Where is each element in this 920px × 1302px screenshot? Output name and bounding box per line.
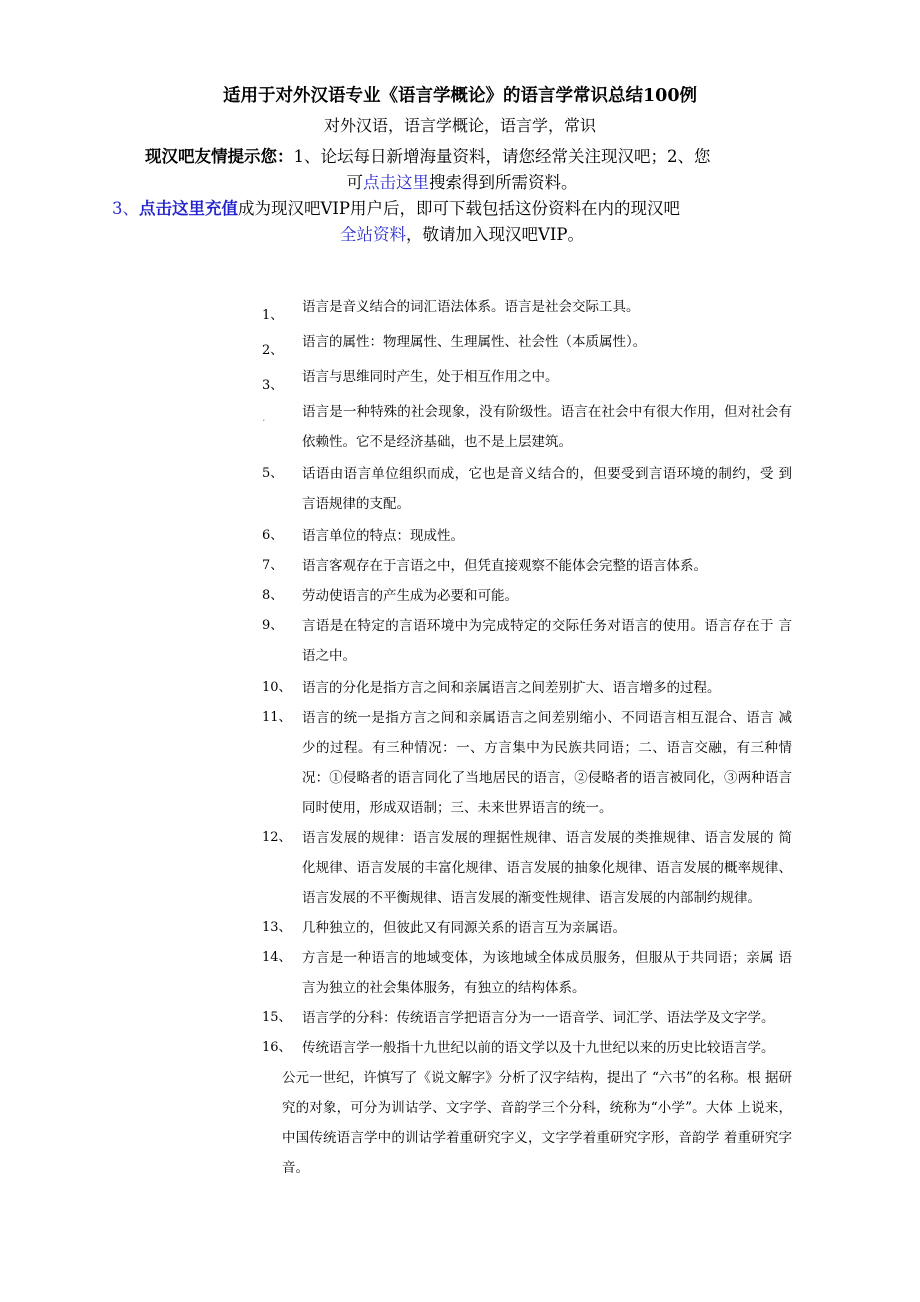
list-item-marker: 14、: [262, 950, 292, 965]
list-item-text: 传统语言学一般指十九世纪以前的语文学以及十九世纪以来的历史比较语言学。: [302, 1040, 775, 1056]
list-item-text: 语言的属性：物理属性、生理属性、社会性（本质属性）。: [302, 334, 647, 350]
list-item-text: 言语是在特定的言语环境中为完成特定的交际任务对语言的使用。语言存在于 言语之中。: [302, 618, 792, 664]
list-item-text: 语言发展的规律：语言发展的理据性规律、语言发展的类推规律、语言发展的 简化规律、语言发展的丰富化规律、语言发展的抽象化规律、语言发展的概率规律、 语言发展的不平衡规律、语言发展的渐变性规律、语言发展的内部制约规律。: [302, 830, 792, 906]
document-header: [0, 0, 920, 248]
all-site-resources-link[interactable]: 全站资料: [339, 225, 406, 244]
list-item: [262, 1033, 792, 1063]
trailing-paragraph: 公元一世纪，许慎写了《说文解字》分析了汉字结构，提出了 “六书”的名称。根 据研究的对象，可分为训诂学、文字学、音韵学三个分科，统称为“小学”。大体 上说来，中国传统语言学中的训诂学着重研究字义，文字学着重研究字形，音韵学 着重研究字音。: [282, 1070, 792, 1176]
list-item-text: 劳动使语言的产生成为必要和可能。: [302, 588, 518, 604]
list-item-marker: 15、: [262, 1010, 292, 1025]
page-title: 适用于对外汉语专业《语言学概论》的语言学常识总结100例: [222, 86, 698, 106]
list-item-marker: 2、: [262, 343, 284, 358]
notice-line-3: [112, 196, 812, 222]
list-item: [262, 292, 792, 322]
notice-line-1-text: 1、论坛每日新增海量资料，请您经常关注现汉吧；2、您: [293, 147, 711, 166]
list-item-text: 语言单位的特点：现成性。: [302, 528, 464, 544]
list-item-marker: 10、: [262, 680, 292, 695]
list-item: [262, 459, 792, 519]
list-item: [262, 551, 792, 581]
list-item-marker: .: [262, 411, 266, 424]
list-item-marker: 3、: [262, 378, 284, 393]
notice-block: [112, 138, 812, 248]
list-item: [262, 521, 792, 551]
list-item-text: 语言是一种特殊的社会现象，没有阶级性。语言在社会中有很大作用，但对社会有依赖性。它不是经济基础，也不是上层建筑。: [302, 404, 792, 450]
list-item-marker: 7、: [262, 558, 284, 573]
notice-line-3-text: 成为现汉吧VIP用户后，即可下载包括这份资料在内的现汉吧: [238, 199, 681, 218]
list-item: [262, 611, 792, 671]
list-item: [262, 1003, 792, 1033]
list-item: [262, 362, 792, 392]
list-item-marker: 13、: [262, 920, 292, 935]
notice-line-2: [112, 170, 812, 196]
list-item-marker: 11、: [262, 710, 292, 725]
notice-line-2-suffix: 搜索得到所需资料。: [429, 173, 578, 192]
list-item: [262, 397, 792, 457]
list-item: [262, 581, 792, 611]
list-item-text: 几种独立的，但彼此又有同源关系的语言互为亲属语。: [302, 920, 626, 936]
list-item: [262, 943, 792, 1003]
list-item: [262, 823, 792, 913]
list-item-text: 语言学的分科：传统语言学把语言分为一一语音学、词汇学、语法学及文字学。: [302, 1010, 775, 1026]
list-item-text: 语言客观存在于言语之中，但凭直接观察不能体会完整的语言体系。: [302, 558, 707, 574]
notice-line-1: [112, 144, 812, 170]
list-item-text: 语言与思维同时产生，处于相互作用之中。: [302, 369, 559, 385]
list-item-text: 语言是音义结合的词汇语法体系。语言是社会交际工具。: [302, 299, 640, 315]
list-item-text: 方言是一种语言的地域变体，为该地域全体成员服务，但服从于共同语；亲属 语言为独立的社会集体服务，有独立的结构体系。: [302, 950, 792, 996]
list-item-marker: 6、: [262, 528, 284, 543]
list-item-marker: 1、: [262, 308, 284, 323]
search-here-link[interactable]: 点击这里: [363, 173, 429, 192]
notice-line-2-prefix: 可: [346, 173, 363, 192]
content-list: [262, 292, 792, 1183]
recharge-here-link[interactable]: 点击这里充值: [139, 199, 238, 218]
notice-line-4: [112, 222, 812, 248]
list-item: [262, 913, 792, 943]
list-item-text: 语言的统一是指方言之间和亲属语言之间差别缩小、不同语言相互混合、语言 减少的过程。有三种情况：一、方言集中为民族共同语；二、语言交融，有三种情 况：①侵略者的语言同化了当地居民的语言，②侵略者的语言被同化，③两种语言 同时使用，形成双语制；三、未来世界语言的统一。: [302, 710, 792, 816]
notice-lead-label: 现汉吧友情提示您：: [145, 147, 294, 166]
list-item-text: 语言的分化是指方言之间和亲属语言之间差别扩大、语言增多的过程。: [302, 680, 721, 696]
list-item-marker: 12、: [262, 830, 292, 845]
document-subtitle: 对外汉语，语言学概论，语言学，常识: [323, 116, 596, 135]
list-item: [262, 703, 792, 823]
list-item-marker: 9、: [262, 618, 284, 633]
notice-line-3-number: 3、: [112, 199, 139, 218]
list-item-marker: 16、: [262, 1040, 292, 1055]
list-item-marker: 5、: [262, 466, 284, 481]
list-item-text: 话语由语言单位组织而成，它也是音义结合的，但要受到言语环境的制约，受 到言语规律的支配。: [302, 466, 792, 512]
notice-line-4-text: ，敬请加入现汉吧VIP。: [405, 225, 585, 244]
list-item: [262, 327, 792, 357]
list-item-marker: 8、: [262, 588, 284, 603]
list-item: [262, 673, 792, 703]
